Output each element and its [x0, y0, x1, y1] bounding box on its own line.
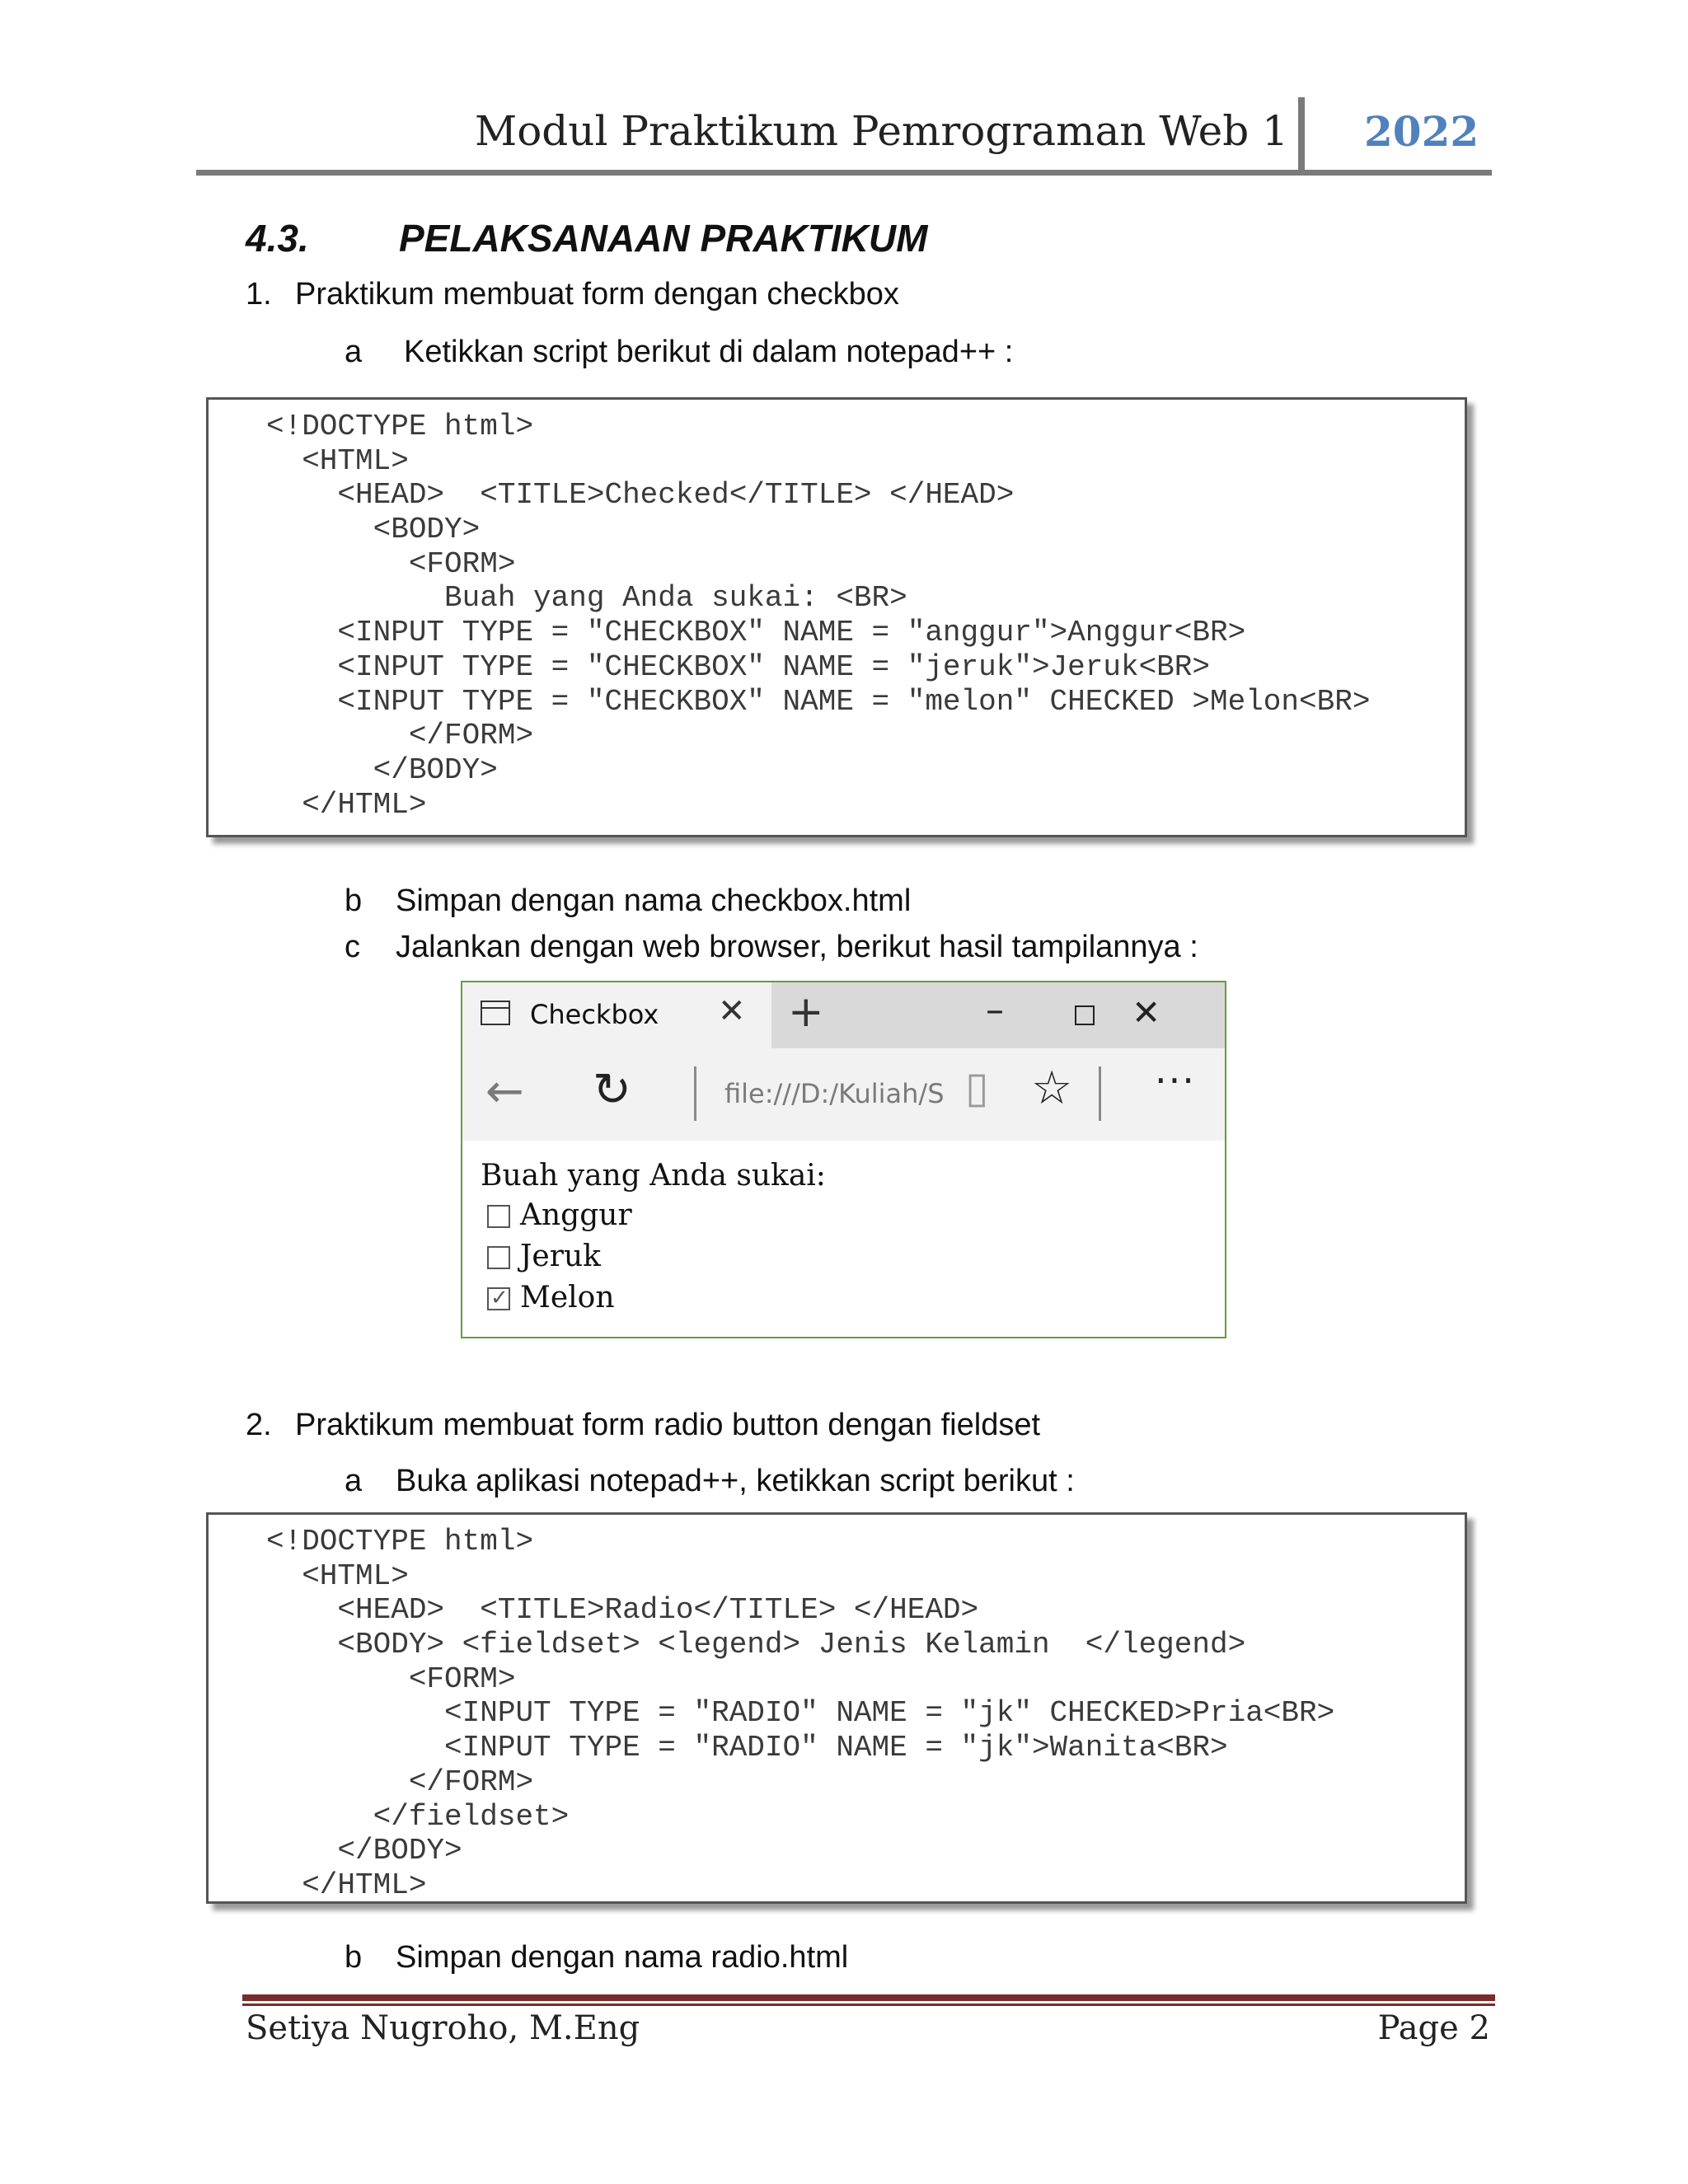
minimize-icon[interactable]: –: [986, 989, 1004, 1031]
step1-c-marker: c: [345, 930, 360, 964]
section-title: PELAKSANAAN PRAKTIKUM: [399, 217, 928, 260]
more-menu-icon[interactable]: ···: [1155, 1058, 1196, 1103]
header-title: Modul Praktikum Pemrograman Web 1: [475, 107, 1288, 155]
code-line: <FORM>: [266, 546, 516, 581]
nav-divider: [694, 1066, 696, 1121]
header-rule: [196, 170, 1492, 176]
step1-b-text: Simpan dengan nama checkbox.html: [396, 883, 912, 918]
step2-b-text: Simpan dengan nama radio.html: [396, 1940, 849, 1975]
code-line: <INPUT TYPE = "CHECKBOX" NAME = "anggur">Anggur<BR>: [266, 616, 1246, 650]
checkbox[interactable]: [487, 1205, 510, 1228]
code-line: </HTML>: [266, 1868, 427, 1902]
checkmark-icon: ✓: [490, 1286, 509, 1310]
tab-page-icon: [481, 1001, 510, 1025]
code-line: <!DOCTYPE html>: [266, 1525, 534, 1558]
code-line: <FORM>: [266, 1661, 516, 1696]
checkbox[interactable]: [487, 1287, 510, 1310]
footer-author: Setiya Nugroho, M.Eng: [246, 2009, 640, 2047]
code-line: <INPUT TYPE = "RADIO" NAME = "jk" CHECKED>Pria<BR>: [266, 1696, 1335, 1731]
code-lines: [266, 1525, 1334, 1903]
back-arrow-icon[interactable]: ←: [485, 1065, 524, 1118]
code-block-checkbox: [206, 397, 1467, 837]
step1-b-marker: b: [345, 883, 363, 918]
checkbox[interactable]: [487, 1246, 510, 1269]
browser-window: [461, 981, 1226, 1338]
tab-title: Checkbox: [530, 999, 659, 1030]
address-bar[interactable]: file:///D:/Kuliah/S: [724, 1078, 945, 1109]
code-lines: [266, 410, 1370, 822]
reading-view-icon[interactable]: ▯: [965, 1063, 989, 1113]
browser-nav-bar: [462, 1048, 1225, 1141]
code-line: </FORM>: [266, 719, 534, 753]
code-line: </HTML>: [266, 787, 427, 822]
code-line: <BODY>: [266, 513, 481, 547]
maximize-icon[interactable]: [1075, 1005, 1095, 1025]
browser-tab[interactable]: [462, 982, 771, 1048]
code-line: <HEAD> <TITLE>Radio</TITLE> </HEAD>: [266, 1593, 979, 1628]
checkbox-label: Anggur: [520, 1198, 632, 1232]
code-block-radio: [206, 1512, 1467, 1904]
step2-a-text: Buka aplikasi notepad++, ketikkan script berikut :: [396, 1464, 1075, 1498]
checkbox-label: Jeruk: [520, 1240, 601, 1273]
new-tab-icon[interactable]: +: [788, 987, 824, 1037]
browser-tab-bar: [462, 982, 1225, 1048]
tab-close-icon[interactable]: ✕: [718, 992, 746, 1030]
step1-a-marker: a: [345, 335, 363, 369]
header-year: 2022: [1364, 107, 1479, 156]
code-line: </BODY>: [266, 1834, 462, 1868]
code-line: <HEAD> <TITLE>Checked</TITLE> </HEAD>: [266, 478, 1015, 513]
checkbox-label: Melon: [520, 1281, 615, 1315]
page-content: [462, 1141, 1225, 1338]
step1-number: 1.: [246, 277, 272, 312]
code-line: Buah yang Anda sukai: <BR>: [266, 581, 907, 616]
step1-a-text: Ketikkan script berikut di dalam notepad++ :: [404, 335, 1014, 369]
step2-number: 2.: [246, 1408, 272, 1442]
step2-a-marker: a: [345, 1464, 363, 1498]
code-line: <BODY> <fieldset> <legend> Jenis Kelamin </legend>: [266, 1628, 1246, 1662]
step2-b-marker: b: [345, 1940, 363, 1975]
code-line: </fieldset>: [266, 1799, 570, 1834]
step1-title: Praktikum membuat form dengan checkbox: [295, 277, 899, 312]
favorite-star-icon[interactable]: ☆: [1031, 1062, 1073, 1115]
step1-c-text: Jalankan dengan web browser, berikut hasil tampilannya :: [396, 930, 1198, 964]
section-number: 4.3.: [246, 217, 309, 260]
code-line: <!DOCTYPE html>: [266, 410, 534, 443]
window-close-icon[interactable]: ✕: [1132, 992, 1161, 1033]
footer-rule: [242, 1994, 1495, 2001]
form-prompt: Buah yang Anda sukai:: [481, 1159, 826, 1193]
code-line: <INPUT TYPE = "CHECKBOX" NAME = "melon" CHECKED >Melon<BR>: [266, 684, 1371, 719]
header-divider: [1298, 97, 1305, 173]
code-line: <HTML>: [266, 1558, 409, 1593]
code-line: <INPUT TYPE = "CHECKBOX" NAME = "jeruk">Jeruk<BR>: [266, 649, 1210, 684]
refresh-icon[interactable]: ↻: [593, 1063, 631, 1117]
nav-divider: [1099, 1066, 1101, 1121]
code-line: <INPUT TYPE = "RADIO" NAME = "jk">Wanita<BR>: [266, 1731, 1228, 1765]
footer-page-number: Page 2: [1377, 2009, 1490, 2047]
footer-rule-thin: [242, 2004, 1495, 2006]
step2-title: Praktikum membuat form radio button dengan fieldset: [295, 1408, 1041, 1442]
code-line: <HTML>: [266, 443, 409, 478]
code-line: </BODY>: [266, 752, 498, 787]
code-line: </FORM>: [266, 1765, 534, 1799]
